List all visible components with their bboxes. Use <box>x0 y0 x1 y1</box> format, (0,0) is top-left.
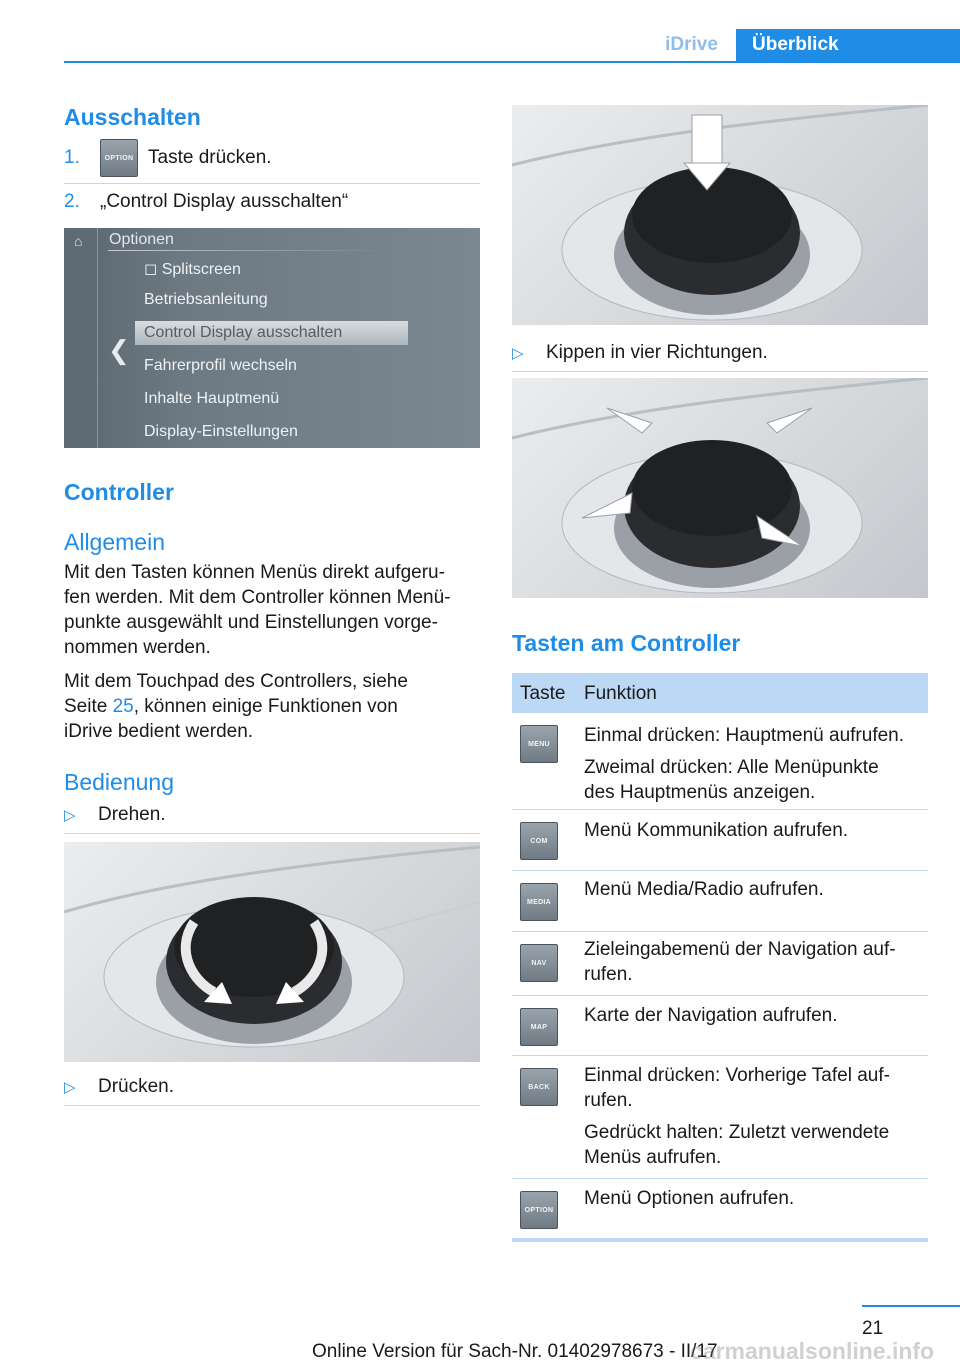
screen-title: Optionen <box>109 231 174 248</box>
screen-menu-item: Fahrerprofil wechseln <box>144 357 297 374</box>
triangle-right-icon: ▷ <box>64 806 76 824</box>
heading-ausschalten: Ausschalten <box>64 104 201 130</box>
triangle-right-icon: ▷ <box>512 344 524 362</box>
text-line: Einmal drücken: Vorherige Tafel auf- <box>584 1065 890 1086</box>
bullet-text: Drehen. <box>98 803 166 825</box>
row-text: Menü Optionen aufrufen. <box>584 1188 795 1209</box>
text-line: Einmal drücken: Hauptmenü aufrufen. <box>584 725 905 746</box>
online-version-text: Online Version für Sach-Nr. 01402978673 - II/17 <box>312 1341 718 1362</box>
chapter-label: iDrive <box>665 34 718 55</box>
table-row <box>512 932 928 994</box>
option-key-icon: OPTION <box>100 139 138 177</box>
nav-key-icon: NAV <box>520 944 558 982</box>
col-header-function: Funktion <box>584 683 657 704</box>
text-part: Seite <box>64 696 113 717</box>
heading-allgemein: Allgemein <box>64 529 165 555</box>
screen-menu-item: Display-Einstellungen <box>144 423 298 440</box>
header-rule <box>64 61 960 63</box>
controller-press-image <box>512 105 928 325</box>
text-line: Menüs aufrufen. <box>584 1147 722 1168</box>
table-row <box>512 871 928 931</box>
paragraph-touchpad <box>64 669 408 744</box>
section-tab: Überblick <box>736 29 960 61</box>
controller-tilt-drawing <box>512 378 928 598</box>
table-header <box>512 673 928 713</box>
watermark: carmanualsonline.info <box>690 1338 935 1362</box>
media-key-icon: MEDIA <box>520 883 558 921</box>
text-line: fen werden. Mit dem Controller können Menü- <box>64 587 451 608</box>
screen-menu-item: ◻ Splitscreen <box>144 261 241 278</box>
text-line: punkte ausgewählt und Einstellungen vorge- <box>64 612 438 633</box>
option-key-icon: OPTION <box>520 1191 558 1229</box>
bullet-item <box>64 1074 174 1099</box>
text-line: Zweimal drücken: Alle Menüpunkte <box>584 757 879 778</box>
row-text: Menü Kommunikation aufrufen. <box>584 820 849 841</box>
com-key-icon: COM <box>520 822 558 860</box>
menu-key-icon: MENU <box>520 725 558 763</box>
bullet-item <box>64 802 166 827</box>
row-text: Karte der Navigation aufrufen. <box>584 1005 838 1026</box>
table-row <box>512 1179 928 1238</box>
triangle-right-icon: ▷ <box>64 1078 76 1096</box>
table-end-rule <box>512 1238 928 1242</box>
controller-press-drawing <box>512 105 928 325</box>
step-text: „Control Display ausschalten“ <box>100 191 349 212</box>
step-number: 2. <box>64 191 80 212</box>
row-text <box>584 1063 928 1170</box>
screen-menu-item-selected: Control Display ausschalten <box>135 321 408 345</box>
step-1 <box>64 139 272 177</box>
controller-tilt-image <box>512 378 928 598</box>
bullet-text: Drücken. <box>98 1075 175 1097</box>
divider <box>64 183 480 184</box>
screen-menu-item: Inhalte Hauptmenü <box>144 390 280 407</box>
screen-title-rule <box>108 250 388 251</box>
text-line: iDrive bedient werden. <box>64 721 254 742</box>
bullet-item <box>512 340 768 365</box>
text-line: rufen. <box>584 1090 633 1111</box>
step-2 <box>64 190 348 214</box>
chevron-left-icon: ❮ <box>108 335 130 365</box>
heading-tasten: Tasten am Controller <box>512 630 741 656</box>
row-text: Menü Media/Radio aufrufen. <box>584 879 824 900</box>
options-screen <box>64 228 480 448</box>
table-row <box>512 713 928 809</box>
text-line: rufen. <box>584 964 633 985</box>
controller-rotate-image <box>64 842 480 1062</box>
text-line: Zieleingabemenü der Navigation auf- <box>584 939 896 960</box>
footer-rule <box>862 1305 960 1307</box>
page-number: 21 <box>862 1318 884 1339</box>
divider <box>64 1105 480 1106</box>
divider <box>512 371 928 372</box>
table-row <box>512 1056 928 1177</box>
table-row <box>512 810 928 870</box>
text-part: , können einige Funktionen von <box>133 696 398 717</box>
screen-menu-item: Betriebsanleitung <box>144 291 268 308</box>
text-line <box>64 694 408 719</box>
text-line: Mit den Tasten können Menüs direkt aufgeru- <box>64 562 445 583</box>
col-header-key: Taste <box>520 683 566 704</box>
step-number: 1. <box>64 147 80 168</box>
page-link[interactable]: 25 <box>112 696 134 717</box>
row-text <box>584 937 928 987</box>
table-row <box>512 996 928 1054</box>
text-line: des Hauptmenüs anzeigen. <box>584 782 816 803</box>
heading-bedienung: Bedienung <box>64 769 174 795</box>
text-line: Mit dem Touchpad des Controllers, siehe <box>64 671 408 692</box>
step-text: Taste drücken. <box>148 147 272 168</box>
controller-rotate-drawing <box>64 842 480 1062</box>
bullet-text: Kippen in vier Richtungen. <box>546 341 768 363</box>
text-line: nommen werden. <box>64 637 211 658</box>
back-key-icon: BACK <box>520 1068 558 1106</box>
text-line: Gedrückt halten: Zuletzt verwendete <box>584 1122 890 1143</box>
row-text <box>584 723 928 805</box>
heading-controller: Controller <box>64 479 174 505</box>
screen-sidebar <box>64 228 98 448</box>
home-icon: ⌂ <box>74 233 83 249</box>
divider <box>64 833 480 834</box>
map-key-icon: MAP <box>520 1008 558 1046</box>
paragraph-allgemein <box>64 560 451 660</box>
